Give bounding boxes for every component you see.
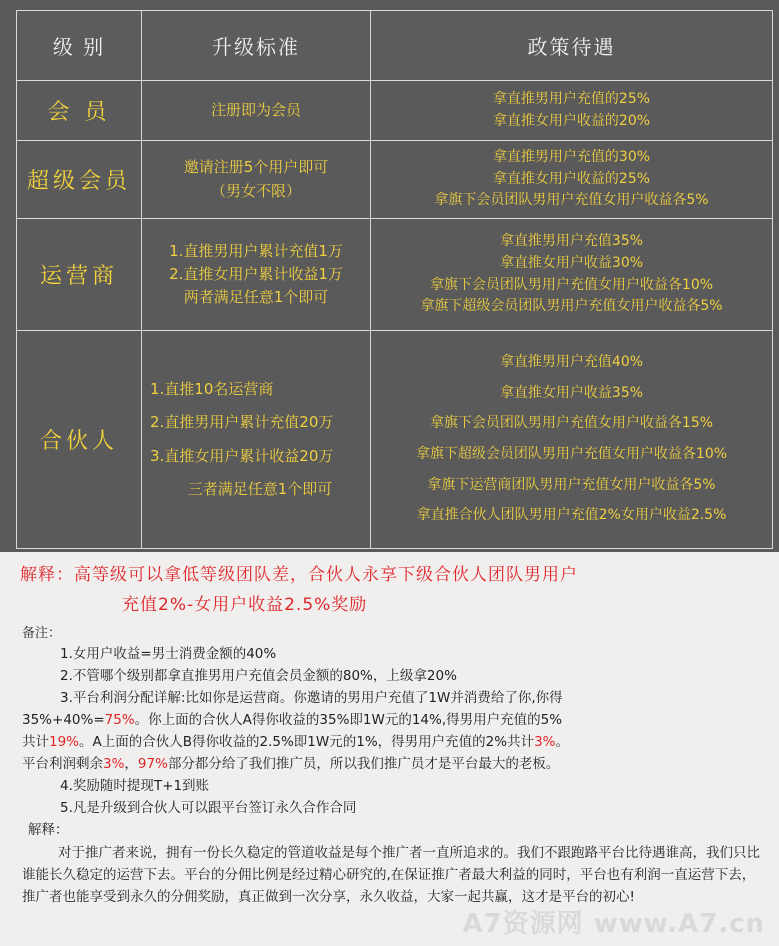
criteria-line: （男女不限） [210,181,301,200]
table-row-member [17,81,773,141]
policy-line: 拿旗下会员团队男用户充值女用户收益各10% [429,276,714,293]
notes-section [0,552,779,946]
policy-line: 拿旗下会员团队男用户充值女用户收益各15% [429,415,714,432]
membership-policy-table [16,10,773,549]
remark-highlight: 97% [137,756,168,772]
criteria-member [142,81,371,141]
policy-line: 拿直推女用户收益的25% [492,170,651,187]
header-criteria: 升级标准 [142,11,371,81]
policy-line: 拿直推女用户收益的20% [492,112,651,129]
policy-line: 拿直推女用户收益30% [499,254,644,271]
explanation-line: 解释：高等级可以拿低等级团队差，合伙人永享下级合伙人团队男用户 [20,565,578,585]
criteria-line: 2.直推女用户累计收益1万 [169,264,343,283]
remark-item: 4.奖励随时提现T+1到账 [60,778,210,794]
watermark-logo: A7资源网 www.A7.cn [462,909,765,939]
policy-line: 拿直推男用户充值的30% [492,148,651,165]
criteria-line: 1.直推男用户累计充值1万 [169,241,343,260]
policy-line: 拿旗下会员团队男用户充值女用户收益各5% [434,192,709,209]
level-operator: 运营商 [17,219,142,331]
policy-operator [371,219,773,331]
criteria-line: 2.直推男用户累计充值20万 [150,413,334,432]
remark-text: 。 [555,734,570,750]
remarks-title: 备注： [22,626,62,641]
table-header-row [17,11,773,81]
remark-text: 部分都分给了我们推广员，所以我们推广员才是平台最大的老板。 [167,756,560,772]
header-level: 级 别 [17,11,142,81]
criteria-line: 1.直推10名运营商 [150,380,274,398]
remark-item: 2.不管哪个级别都拿直推男用户充值会员金额的80%，上级拿20% [60,668,457,684]
policy-partner [371,331,773,549]
level-partner: 合伙人 [17,331,142,549]
criteria-partner [142,331,371,549]
table-row-partner [17,331,773,549]
table-row-operator [17,219,773,331]
policy-line: 拿直推男用户充值35% [499,233,644,250]
policy-line: 拿直推合伙人团队男用户充值2%女用户收益2.5% [416,507,727,524]
commentary-paragraph: 对于推广者来说，拥有一份长久稳定的管道收益是每个推广者一直所追求的。我们不跟跑路平台比待遇谁高，我们只比谁能长久稳定的运营下去。平台的分佣比例是经过精心研究的,在保证推广者最大利益的同时，平台也有利润一直运营下去，推广者也能享受到永久的分佣奖励，真正做到一次分享，永久收益，大家一起共赢，这才是平台的初心! [22,845,760,905]
policy-member [371,81,773,141]
remark-item [22,732,569,752]
policy-line: 拿旗下运营商团队男用户充值女用户收益各5% [427,476,716,493]
policy-line: 拿直推女用户收益35% [499,384,644,401]
criteria-line: 注册即为会员 [210,100,301,119]
remark-text: 。A上面的合伙人B得你收益的2.5%即1W元的1%，得男用户充值的2%共计 [79,734,535,750]
policy-super-member [371,141,773,219]
remark-text: 共计 [22,734,49,750]
level-member: 会 员 [17,81,142,141]
remark-item [22,710,562,730]
criteria-line: 两者满足任意1个即可 [183,288,329,307]
remark-item: 1.女用户收益=男士消费金额的40% [60,646,277,662]
criteria-line: 三者满足任意1个即可 [187,479,333,498]
criteria-super-member [142,141,371,219]
header-policy: 政策待遇 [371,11,773,81]
level-super-member: 超级会员 [17,141,142,219]
remark-text: 。你上面的合伙人A得你收益的35%即1W元的14%,得男用户充值的5% [134,712,563,728]
remark-highlight: 3% [103,756,125,772]
commentary-title: 解释： [28,822,69,838]
remark-text: 平台利润剩余 [22,756,103,772]
remark-item: 3.平台利润分配详解:比如你是运营商。你邀请的男用户充值了1W并消费给了你,你得 [60,690,563,706]
criteria-line: 邀请注册5个用户即可 [183,158,329,177]
remark-highlight: 3% [534,734,556,750]
explanation-line: 充值2%-女用户收益2.5%奖励 [122,595,368,615]
explanation-block [20,560,770,620]
remark-item [22,754,559,774]
remark-highlight: 19% [49,734,80,750]
remark-text: ， [124,756,138,772]
policy-line: 拿旗下超级会员团队男用户充值女用户收益各5% [420,298,723,315]
criteria-operator [142,219,371,331]
policy-line: 拿直推男用户充值40% [499,353,644,370]
policy-line: 拿旗下超级会员团队男用户充值女用户收益各10% [415,446,728,462]
remark-text: 35%+40%= [22,712,105,728]
remark-highlight: 75% [104,712,135,728]
criteria-line: 3.直推女用户累计收益20万 [150,446,334,465]
table-row-super-member [17,141,773,219]
policy-line: 拿直推男用户充值的25% [492,90,651,107]
remark-item: 5.凡是升级到合伙人可以跟平台签订永久合作合同 [60,800,357,816]
